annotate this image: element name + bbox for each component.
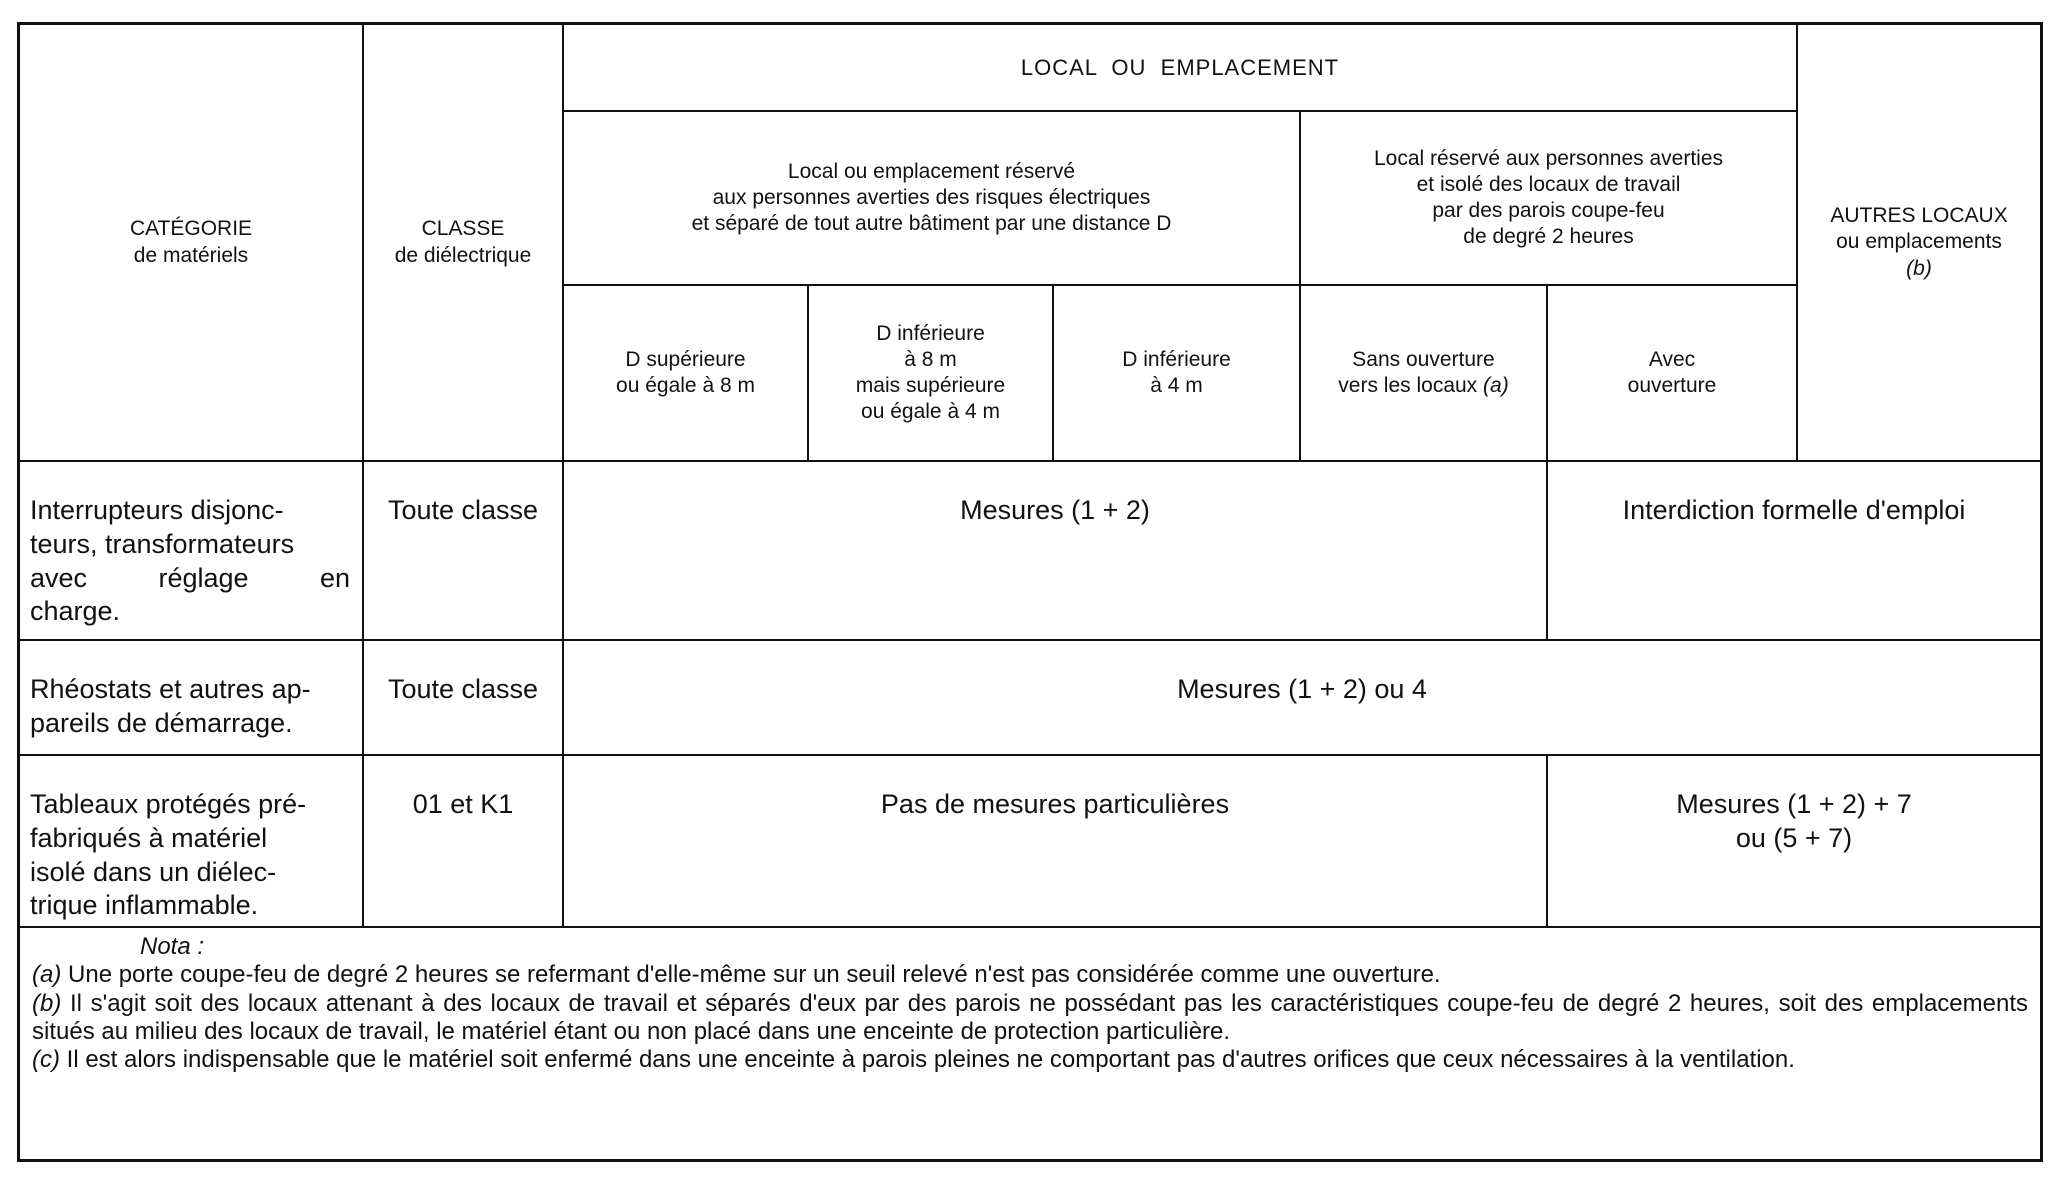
- row-classe: 01 et K1: [363, 755, 563, 927]
- note-a: [32, 961, 2028, 989]
- subcol-d-sup-8: [563, 285, 808, 461]
- categorie-line: pareils de démarrage.: [30, 707, 293, 738]
- subcol-line: ou égale à 8 m: [616, 374, 755, 397]
- note-c-ref: (c): [32, 1046, 60, 1074]
- row-cell-b: [1547, 755, 2040, 927]
- categorie-line: Interrupteurs disjonc-: [30, 495, 284, 525]
- row-classe: Toute classe: [363, 640, 563, 755]
- row-cell-a: Pas de mesures particulières: [563, 755, 1547, 927]
- table-row: [20, 461, 2040, 640]
- table-row: [20, 755, 2040, 927]
- measures-table: [20, 25, 2040, 928]
- table-row: [20, 640, 2040, 755]
- row-cell-a: Mesures (1 + 2): [563, 461, 1547, 640]
- note-c: [32, 1046, 2028, 1074]
- group-b-line: de degré 2 heures: [1463, 225, 1634, 249]
- header-classe: [363, 25, 563, 461]
- subcol-line: à 4 m: [1150, 374, 1203, 397]
- note-a-text: Une porte coupe-feu de degré 2 heures se refermant d'elle-même sur un seuil relevé n'est pas considérée comme une ouverture.: [68, 961, 1441, 989]
- note-b: [32, 990, 2028, 1047]
- group-b-line: par des parois coupe-feu: [1432, 199, 1665, 222]
- categorie-line: Rhéostats et autres ap-: [30, 674, 311, 704]
- header-autres-title: AUTRES LOCAUX: [1830, 204, 2008, 228]
- group-a-line: et séparé de tout autre bâtiment par une distance D: [691, 212, 1172, 236]
- row-cell-full: Mesures (1 + 2) ou 4: [563, 640, 2040, 755]
- header-classe-sub: de diélectrique: [394, 243, 532, 267]
- header-local-emplacement: LOCAL OU EMPLACEMENT: [563, 25, 1797, 111]
- header-categorie: [20, 25, 363, 461]
- header-autres-ref: (b): [1906, 256, 1932, 280]
- subcol-line: Avec: [1648, 347, 1696, 371]
- subcol-line: ouverture: [1627, 374, 1717, 397]
- subcol-line: vers les locaux: [1338, 374, 1478, 397]
- subcol-avec-ouverture: [1547, 285, 1797, 461]
- note-c-text: Il est alors indispensable que le matériel soit enfermé dans une enceinte à parois pleines ne comportant pas d'autres orifices que ceux nécessaires à la ventilation.: [66, 1046, 1795, 1074]
- header-categorie-title: CATÉGORIE: [129, 217, 253, 241]
- categorie-line: teurs, transformateurs: [30, 528, 295, 559]
- categorie-line: fabriqués à matériel: [30, 822, 268, 853]
- row-categorie: [20, 461, 363, 640]
- subcol-line: D inférieure: [1122, 347, 1231, 371]
- group-a-line: aux personnes averties des risques électriques: [712, 185, 1151, 209]
- header-classe-title: CLASSE: [421, 217, 505, 241]
- note-b-text: Il s'agit soit des locaux attenant à des locaux de travail et séparés d'eux par des parois ne possédant pas les caractéristiques coupe-feu de degré 2 heures, soit des emplacements situés au milieu des locaux de travail, le matériel étant ou non placé dans une enceinte de protection particulière.: [32, 989, 2028, 1045]
- categorie-line: trique inflammable.: [30, 890, 259, 921]
- header-autres-sub: ou emplacements: [1836, 230, 2002, 254]
- categorie-line: isolé dans un diélec-: [30, 856, 277, 887]
- row-categorie: [20, 755, 363, 927]
- subcol-line-with-ref: [1301, 373, 1546, 399]
- document-frame: [17, 22, 2043, 1162]
- categorie-line: charge.: [30, 596, 121, 627]
- categorie-line: Tableaux protégés pré-: [30, 789, 307, 819]
- header-autres-locaux: [1797, 25, 2040, 461]
- subcol-d-inf-4: [1053, 285, 1300, 461]
- subcol-line: D supérieure: [625, 347, 746, 371]
- subcol-line: Sans ouverture: [1352, 347, 1495, 371]
- subcol-sans-ouverture: [1300, 285, 1547, 461]
- subcol-line: ou égale à 4 m: [861, 400, 1000, 424]
- row-classe: Toute classe: [363, 461, 563, 640]
- group-b-line: et isolé des locaux de travail: [1416, 172, 1681, 196]
- group-a-line: Local ou emplacement réservé: [787, 159, 1076, 183]
- notes-title: Nota :: [140, 933, 205, 960]
- note-b-ref: (b): [32, 989, 62, 1017]
- subcol-line: à 8 m: [904, 347, 957, 371]
- row-categorie: [20, 640, 363, 755]
- group-b-line: Local réservé aux personnes averties: [1373, 146, 1724, 170]
- header-group-b: [1300, 111, 1797, 285]
- subcol-d-inf-8: [808, 285, 1053, 461]
- cell-b-line: Mesures (1 + 2) + 7: [1676, 789, 1912, 819]
- header-group-a: [563, 111, 1300, 285]
- categorie-line: avec réglage en: [30, 562, 350, 593]
- row-cell-b: Interdiction formelle d'emploi: [1547, 461, 2040, 640]
- note-a-ref: (a): [32, 961, 62, 989]
- notes-section: [20, 933, 2040, 1075]
- header-categorie-sub: de matériels: [133, 243, 249, 267]
- subcol-line: mais supérieure: [855, 374, 1006, 397]
- cell-b-line: ou (5 + 7): [1735, 822, 1853, 853]
- footnote-ref-a: (a): [1483, 374, 1509, 397]
- subcol-line: D inférieure: [876, 321, 985, 345]
